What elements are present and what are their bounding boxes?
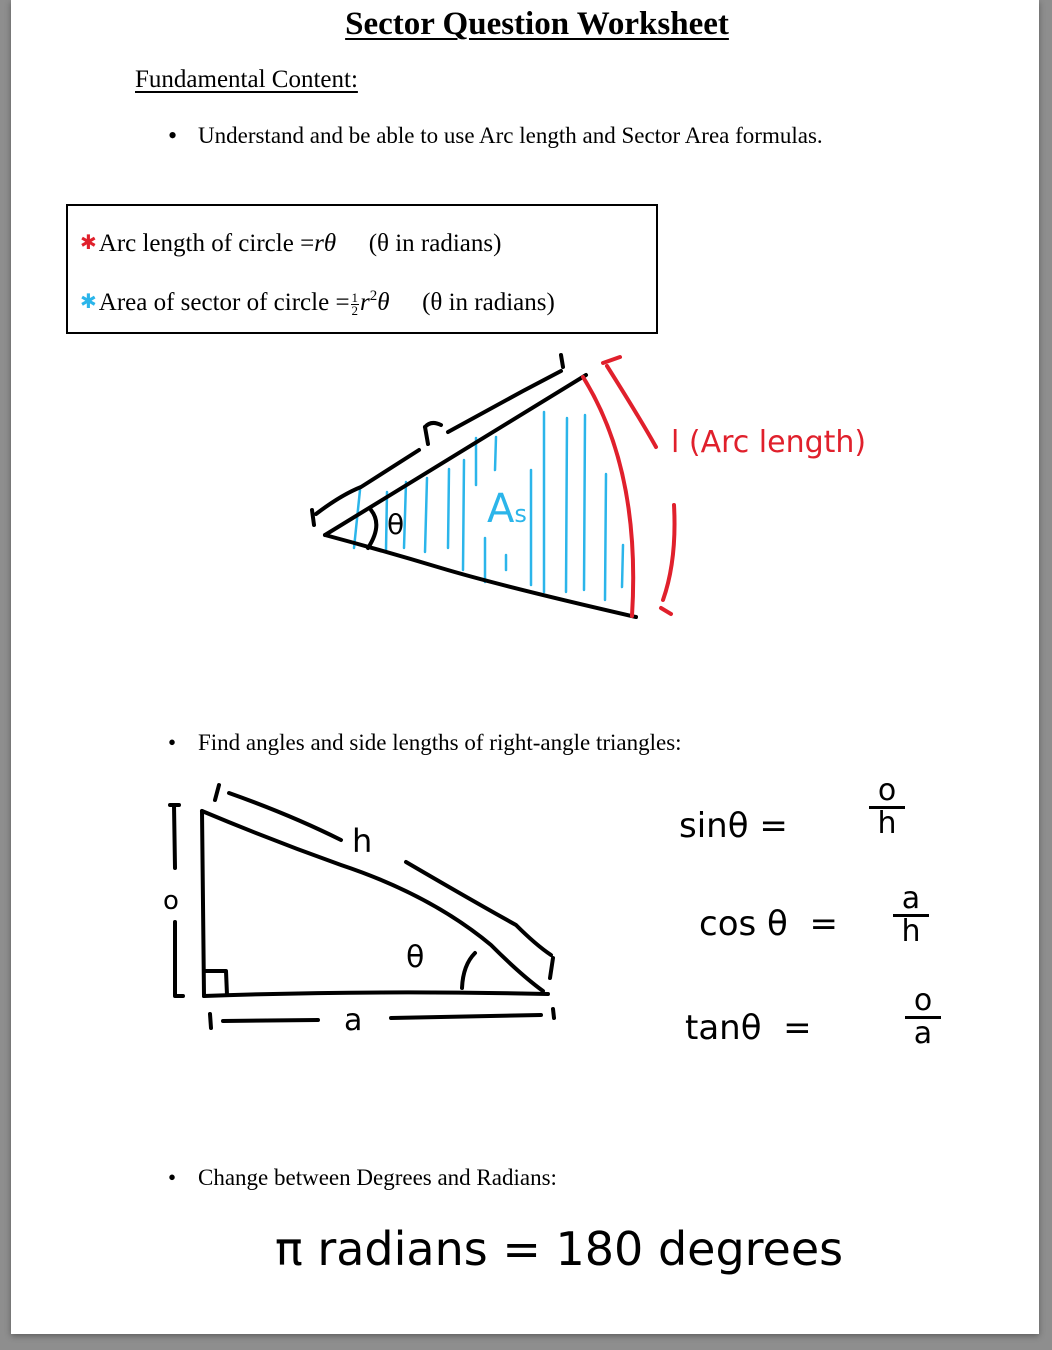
conversion-right: 180 degrees [555, 1222, 844, 1276]
sector-area-symbol: As [487, 486, 527, 532]
angle-arc [462, 953, 475, 988]
equals-sign: = [300, 230, 315, 257]
equals-sign: = [335, 289, 350, 316]
red-star-marker-icon: ✱ [80, 232, 97, 254]
radians-note: (θ in radians) [368, 230, 502, 257]
opposite-label: o [163, 886, 179, 916]
bullet-text: Find angles and side lengths of right-angle triangles: [198, 730, 682, 755]
conversion-equation [275, 1222, 843, 1276]
adjacent-label: a [344, 1003, 363, 1038]
bullet-degrees-radians [168, 1162, 557, 1194]
bullet-text: Change between Degrees and Radians: [198, 1165, 557, 1190]
sin-fraction: o h [869, 776, 905, 839]
bullet-dot: • [168, 1165, 177, 1190]
triangle-hypotenuse [202, 811, 543, 991]
bullet-dot: • [168, 730, 177, 755]
bullet-dot: • [168, 121, 178, 150]
blue-star-marker-icon: ✱ [80, 291, 97, 313]
hypotenuse-label: h [352, 822, 373, 860]
half-fraction: $\frac{1}{2}$ [351, 289, 359, 318]
conversion-equals: = [502, 1222, 541, 1276]
sector-area-label: Area of sector of circle [98, 289, 330, 316]
arc-length-label: l (Arc length) [671, 425, 867, 460]
tan-fraction: o a [905, 986, 941, 1049]
conversion-left: π radians [275, 1222, 488, 1276]
triangle-adjacent-side [204, 992, 548, 996]
tan-ratio: tanθ = [685, 1008, 812, 1048]
radians-note: (θ in radians) [422, 289, 555, 316]
arc-length-label: Arc length of circle [98, 230, 294, 257]
arc-length-expression: rθ [314, 230, 337, 257]
right-angle-marker [206, 971, 227, 995]
section-heading: Fundamental Content: [135, 66, 358, 93]
triangle-angle-label: θ [406, 940, 425, 975]
triangle-opposite-side [202, 811, 204, 996]
cos-fraction: a h [893, 884, 929, 947]
right-triangle-diagram [11, 0, 1039, 1334]
document-page [11, 0, 1039, 1334]
bullet-text: Understand and be able to use Arc length and Sector Area formulas. [198, 123, 823, 148]
sector-angle-label: θ [387, 508, 405, 541]
sin-ratio: sinθ = [679, 806, 788, 846]
page-title: Sector Question Worksheet [345, 6, 729, 42]
cos-ratio: cos θ = [699, 904, 838, 944]
sector-area-formula: ✱Area of sector of circle = $\frac{1}{2}$ $r^2\theta$ (θ in radians) [80, 288, 555, 318]
